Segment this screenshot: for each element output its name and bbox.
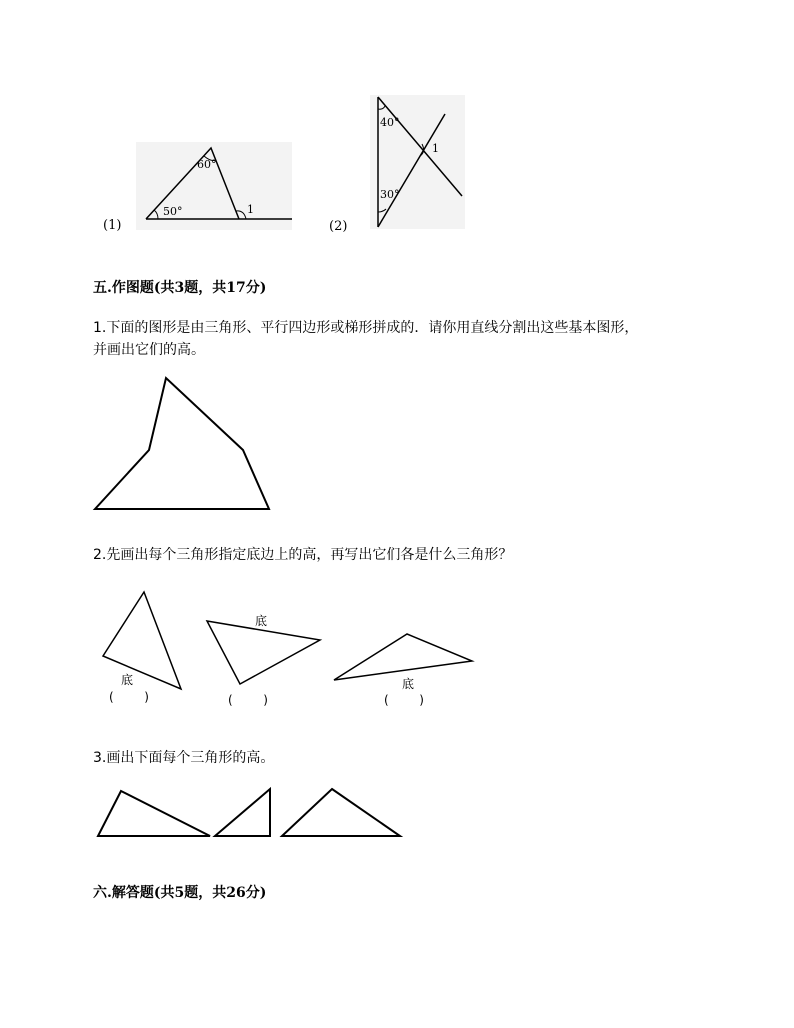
triangle-q3-3 <box>278 785 406 840</box>
fig1-label: (1) <box>103 218 122 233</box>
question-1-text-line2: 并画出它们的高。 <box>93 342 205 358</box>
question-3-text: 3.画出下面每个三角形的高。 <box>93 750 275 766</box>
fig2-angle-top: 40° <box>380 116 400 129</box>
fig1-angle-left: 50° <box>163 205 183 218</box>
fig2-label: (2) <box>329 219 348 234</box>
answer-paren: ( ) <box>384 693 424 707</box>
angle-figure-1 <box>100 140 300 235</box>
angle-figure-2 <box>325 92 470 237</box>
fig2-angle-mark: 1 <box>432 142 439 155</box>
base-label: 底 <box>255 614 268 628</box>
base-label: 底 <box>402 677 415 691</box>
answer-paren: ( ) <box>109 690 149 704</box>
section-heading-5: 五.作图题(共3题，共17分) <box>93 280 267 296</box>
question-2-text: 2.先画出每个三角形指定底边上的高，再写出它们各是什么三角形？ <box>93 547 513 563</box>
triangle-q2-1 <box>95 585 195 710</box>
section-heading-6: 六.解答题(共5题，共26分) <box>93 885 267 901</box>
fig2-angle-bottom: 30° <box>380 188 400 201</box>
triangle-q3-1 <box>92 785 217 840</box>
triangle-q2-3 <box>325 625 480 710</box>
fig1-angle-mark: 1 <box>247 203 254 216</box>
question-1-text-line1: 1.下面的图形是由三角形、平行四边形或梯形拼成的．请你用直线分割出这些基本图形， <box>93 320 639 336</box>
composite-polygon <box>90 370 280 515</box>
triangle-q2-2 <box>200 608 330 708</box>
answer-paren: ( ) <box>228 693 268 707</box>
triangle-q3-2 <box>210 785 275 840</box>
fig1-angle-top: 60° <box>197 158 217 171</box>
base-label: 底 <box>121 673 134 687</box>
